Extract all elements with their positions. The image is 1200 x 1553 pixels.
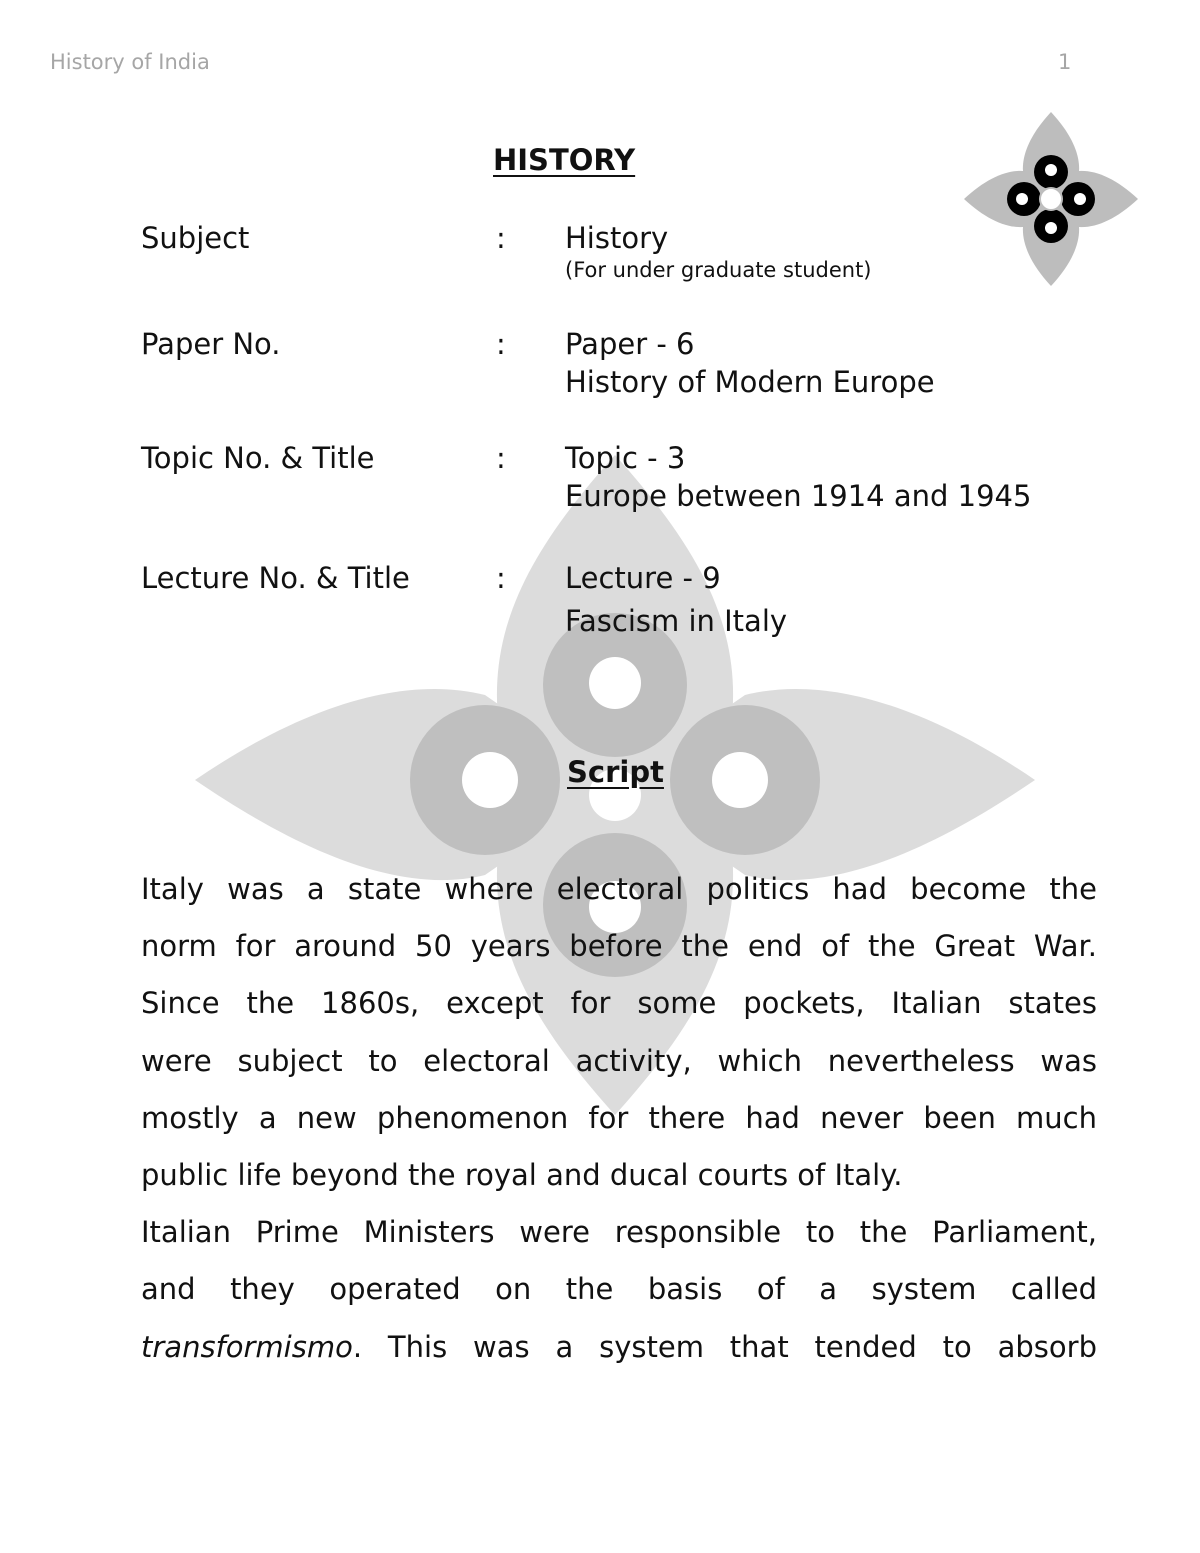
lecture-colon: : (496, 561, 506, 595)
paper-label: Paper No. (141, 327, 281, 361)
subject-label: Subject (141, 221, 250, 255)
script-heading: Script (567, 755, 664, 789)
lecture-title: Fascism in Italy (565, 604, 788, 638)
subject-colon: : (496, 221, 506, 255)
lecture-number: Lecture - 9 (565, 561, 721, 595)
paragraph-line: public life beyond the royal and ducal courts of Italy. (141, 1158, 903, 1193)
paper-colon: : (496, 327, 506, 361)
script-body (141, 861, 1097, 1376)
paper-number: Paper - 6 (565, 327, 695, 361)
subject-value: History (565, 221, 669, 255)
running-header-title: History of India (50, 50, 210, 74)
italic-term: transformismo (141, 1329, 353, 1364)
subject-note: (For under graduate student) (565, 258, 872, 282)
paper-title: History of Modern Europe (565, 365, 935, 399)
paragraph-continuation: . This was a system that tended to absorb (352, 1329, 1097, 1364)
topic-title: Europe between 1914 and 1945 (565, 479, 1032, 513)
paragraph-line: and they operated on the basis of a system called (141, 1272, 1097, 1307)
paragraph-line: Italy was a state where electoral politics had become the (141, 872, 1097, 906)
paragraph-line (141, 1319, 1097, 1376)
paragraph-line: were subject to electoral activity, which nevertheless was (141, 1043, 1097, 1078)
paragraph-line: Since the 1860s, except for some pockets, Italian states (141, 986, 1097, 1021)
topic-label: Topic No. & Title (141, 441, 375, 475)
topic-number: Topic - 3 (565, 441, 686, 475)
lecture-label: Lecture No. & Title (141, 561, 410, 595)
paragraph-line: norm for around 50 years before the end of the Great War. (141, 929, 1097, 964)
paragraph-line: mostly a new phenomenon for there had never been much (141, 1100, 1097, 1135)
paragraph-line: Italian Prime Ministers were responsible to the Parliament, (141, 1215, 1097, 1250)
page-number: 1 (1058, 50, 1072, 74)
topic-colon: : (496, 441, 506, 475)
document-title: HISTORY (493, 143, 636, 177)
